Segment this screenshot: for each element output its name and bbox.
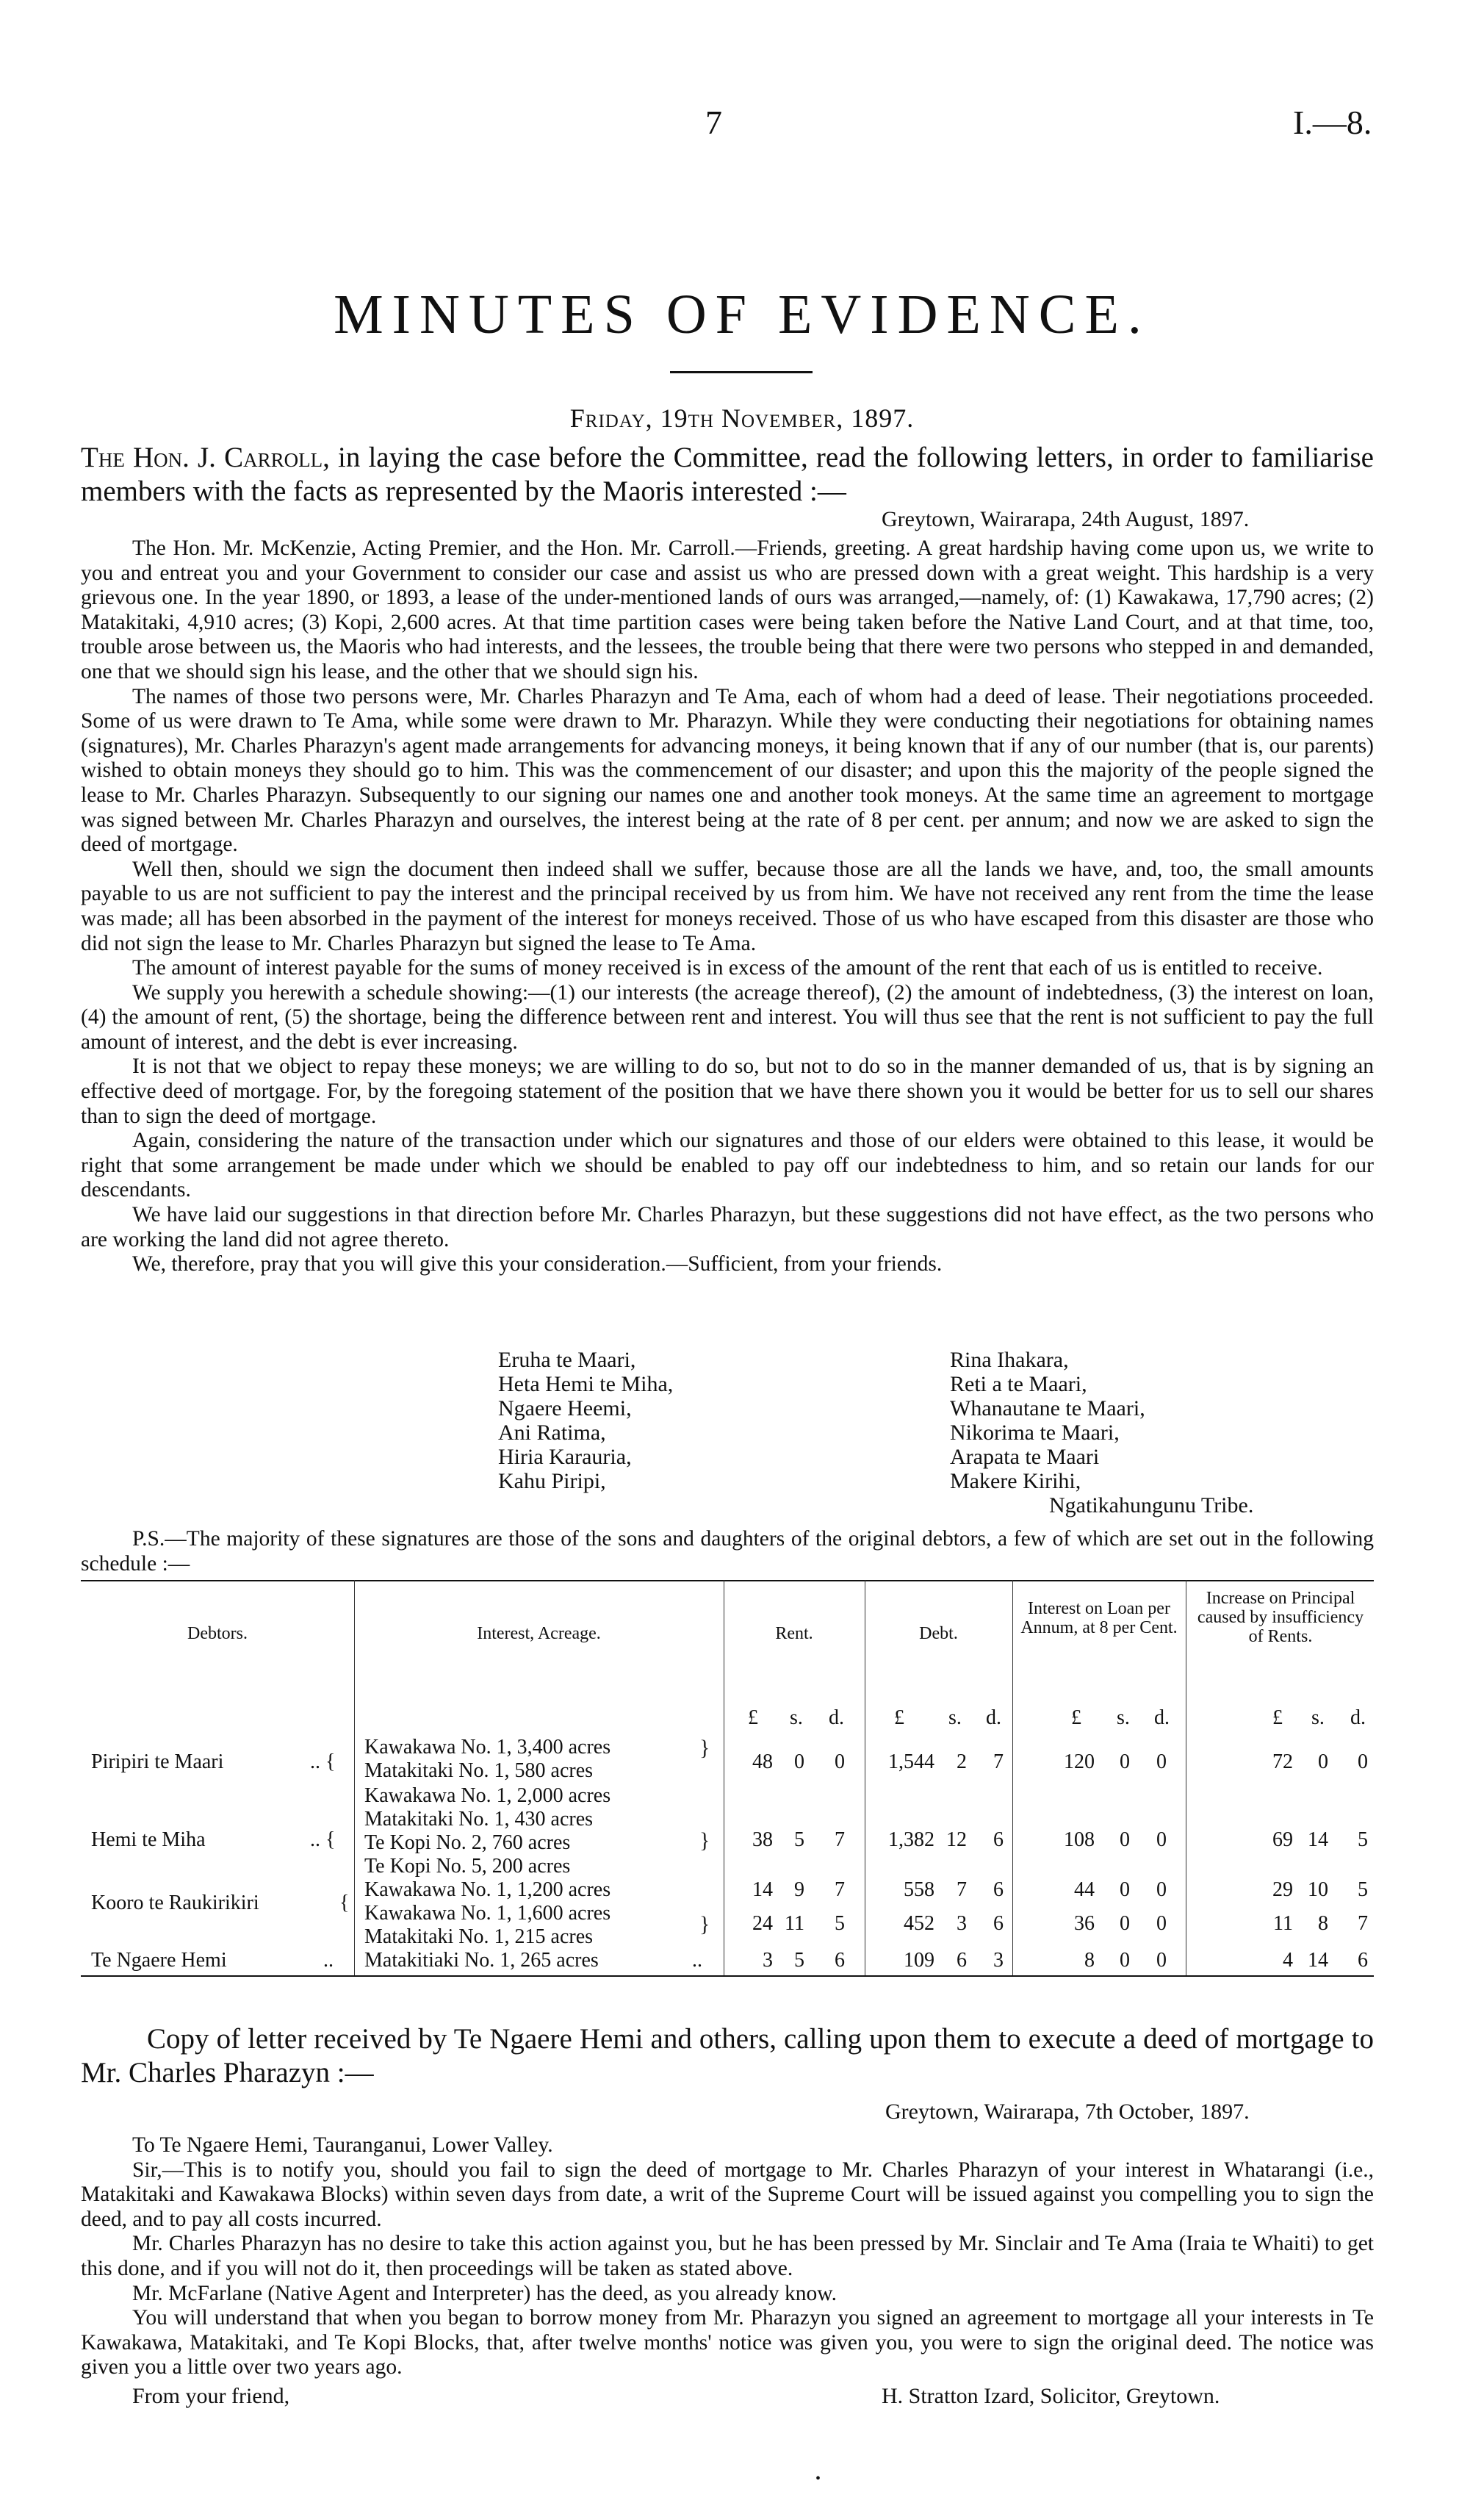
increase-pence: 5 <box>1358 1828 1368 1851</box>
rent-shillings: 5 <box>794 1828 804 1851</box>
intro-text: in laying the case before the Committee, read the following letters, in order to familiarise members with the facts as represented by the Maoris interested :— <box>81 442 1374 507</box>
letter1-body <box>81 536 1374 1277</box>
unit-shillings: s. <box>1311 1706 1325 1729</box>
increase-pounds: 69 <box>1272 1828 1293 1851</box>
signatory: Heta Hemi te Miha, <box>498 1372 674 1396</box>
header-interest-on-loan: Interest on Loan per Annum, at 8 per Cent. <box>1020 1599 1178 1637</box>
rent-shillings: 9 <box>794 1878 804 1901</box>
letter1-paragraph: Well then, should we sign the document then indeed shall we suffer, because those are all the lands we have, and, too, the small amounts payable to us are not sufficient to pay the interest and the principal received by us from him. We have not received any rent from the time the lease was made; all has been absorbed in the payment of the interest for moneys received. Those of us who have escaped from this disaster are those who did not sign the lease to Mr. Charles Pharazyn but signed the lease to Te Ama. <box>81 857 1374 955</box>
letter1-paragraph: We, therefore, pray that you will give this your consideration.—Sufficient, from your friends. <box>132 1252 943 1276</box>
copy-heading: Copy of letter received by Te Ngaere Hemi and others, calling upon them to execute a deed of mortgage to Mr. Charles Pharazyn :— <box>81 2023 1374 2088</box>
debt-pounds: 452 <box>904 1912 934 1935</box>
page-title: MINUTES OF EVIDENCE. <box>334 284 1150 345</box>
signatory: Reti a te Maari, <box>950 1372 1087 1396</box>
interest-pounds: 120 <box>1064 1750 1095 1773</box>
increase-pounds: 11 <box>1273 1912 1293 1935</box>
increase-pence: 7 <box>1358 1912 1368 1935</box>
leader-dots: .. <box>692 1949 702 1972</box>
letter2-body <box>81 2133 1374 2380</box>
debtor-name: Hemi te Miha <box>91 1828 206 1851</box>
rent-shillings: 11 <box>785 1912 804 1935</box>
interest-pence: 0 <box>1156 1912 1167 1935</box>
letter1-place-date: Greytown, Wairarapa, 24th August, 1897. <box>882 507 1250 531</box>
interest-shillings: 0 <box>1120 1878 1130 1901</box>
land-entry: Matakitaki No. 1, 215 acres <box>364 1925 594 1948</box>
page-number: 7 <box>705 104 722 141</box>
unit-pence: d. <box>986 1706 1001 1729</box>
signatory: Ani Ratima, <box>498 1420 606 1445</box>
land-entry: Matakitaki No. 1, 430 acres <box>364 1808 594 1831</box>
page-dot: • <box>815 2471 821 2487</box>
interest-pounds: 8 <box>1084 1949 1095 1972</box>
schedule-table <box>81 1580 1374 1977</box>
rent-pence: 5 <box>835 1912 845 1935</box>
leader-brace: { <box>339 1892 350 1914</box>
increase-shillings: 10 <box>1308 1878 1328 1901</box>
date-heading: Friday, 19th November, 1897. <box>569 403 915 433</box>
title-rule <box>670 371 813 373</box>
debtor-name: Kooro te Raukirikiri <box>91 1892 259 1914</box>
debt-pence: 6 <box>993 1912 1004 1935</box>
interest-shillings: 0 <box>1120 1912 1130 1935</box>
rent-shillings: 5 <box>794 1949 804 1972</box>
letter2-paragraph: Sir,—This is to notify you, should you fail to sign the deed of mortgage to Mr. Charles Pharazyn of your interest in Whatarangi (i.e., Matakitaki and Kawakawa Blocks) within seven days from date, a writ of the Supreme Court will be issued against you compelling you to sign the deed, and to pay all costs incurred. <box>81 2158 1374 2231</box>
land-entry: Kawakawa No. 1, 1,600 acres <box>364 1902 611 1925</box>
signatory: Arapata te Maari <box>950 1445 1100 1469</box>
rent-pounds: 38 <box>752 1828 773 1851</box>
leader-dots: .. { <box>310 1828 336 1851</box>
rent-pence: 7 <box>835 1828 845 1851</box>
header-increase-on-principal: Increase on Principal caused by insufficiency of Rents. <box>1197 1589 1364 1646</box>
signatory: Ngaere Heemi, <box>498 1396 632 1420</box>
unit-pence: d. <box>1350 1706 1366 1729</box>
rent-pence: 6 <box>835 1949 845 1972</box>
land-entry: Matakitaki No. 1, 580 acres <box>364 1759 594 1782</box>
letter2-signature: H. Stratton Izard, Solicitor, Greytown. <box>882 2384 1220 2408</box>
signatory: Nikorima te Maari, <box>950 1420 1120 1445</box>
signatories-left <box>498 1348 673 1493</box>
letter1-paragraph: Again, considering the nature of the transaction under which our signatures and those of our elders were obtained to this lease, it would be right that some arrangement be made under which we should be enabled to pay off our indebtedness to him, and so retain our lands for our descendants. <box>81 1129 1374 1202</box>
increase-pounds: 72 <box>1272 1750 1293 1773</box>
letter1-paragraph: The amount of interest payable for the sums of money received is in excess of the amount of the rent that each of us is entitled to receive. <box>132 956 1323 980</box>
intro-speaker: The Hon. J. Carroll, <box>81 442 330 473</box>
leader-dots: .. <box>323 1949 334 1972</box>
land-entry: Te Kopi No. 2, 760 acres <box>364 1831 571 1854</box>
debt-shillings: 12 <box>946 1828 967 1851</box>
interest-pence: 0 <box>1156 1828 1167 1851</box>
rent-pounds: 24 <box>752 1912 773 1935</box>
increase-shillings: 14 <box>1308 1949 1328 1972</box>
increase-pence: 0 <box>1358 1750 1368 1773</box>
land-entry: Kawakawa No. 1, 1,200 acres <box>364 1878 611 1901</box>
brace-close: } <box>699 1736 710 1760</box>
increase-shillings: 8 <box>1318 1912 1328 1935</box>
header-debt: Debt. <box>919 1624 958 1643</box>
header-interest-acreage: Interest, Acreage. <box>477 1624 601 1643</box>
unit-pounds: £ <box>748 1706 758 1729</box>
debtor-name: Te Ngaere Hemi <box>91 1949 227 1972</box>
unit-pence: d. <box>829 1706 844 1729</box>
debt-shillings: 7 <box>957 1878 967 1901</box>
interest-shillings: 0 <box>1120 1750 1130 1773</box>
letter2-place-date: Greytown, Wairarapa, 7th October, 1897. <box>885 2100 1250 2124</box>
debt-shillings: 2 <box>957 1750 967 1773</box>
header-rent: Rent. <box>775 1624 813 1643</box>
interest-pounds: 36 <box>1074 1912 1095 1935</box>
interest-shillings: 0 <box>1120 1949 1130 1972</box>
interest-pence: 0 <box>1156 1878 1167 1901</box>
rent-shillings: 0 <box>794 1750 804 1773</box>
interest-pence: 0 <box>1156 1949 1167 1972</box>
interest-pounds: 108 <box>1064 1828 1095 1851</box>
debt-pence: 3 <box>993 1949 1004 1972</box>
signatory: Makere Kirihi, <box>950 1469 1081 1493</box>
debt-pounds: 109 <box>904 1949 934 1972</box>
debt-pounds: 1,382 <box>888 1828 934 1851</box>
letter2-paragraph: Mr. McFarlane (Native Agent and Interpreter) has the deed, as you already know. <box>132 2281 837 2305</box>
signatory: Whanautane te Maari, <box>950 1396 1145 1420</box>
increase-pence: 6 <box>1358 1949 1368 1972</box>
land-entry: Matakitiaki No. 1, 265 acres <box>364 1949 599 1972</box>
interest-shillings: 0 <box>1120 1828 1130 1851</box>
leader-dots: .. { <box>310 1750 336 1773</box>
interest-pence: 0 <box>1156 1750 1167 1773</box>
land-entry: Kawakawa No. 1, 2,000 acres <box>364 1784 611 1807</box>
letter2-closing: From your friend, <box>132 2384 290 2408</box>
letter2-paragraph: You will understand that when you began to borrow money from Mr. Pharazyn you signed an agreement to mortgage all your interests in Te Kawakawa, Matakitaki, and Te Kopi Blocks, that, after twelve months' notice was given you, you were to sign the original deed. The notice was given you a little over two years ago. <box>81 2306 1374 2379</box>
document-reference: I.—8. <box>1293 104 1372 141</box>
brace-close: } <box>699 1828 710 1853</box>
signatories-right <box>950 1348 1145 1493</box>
unit-pounds: £ <box>1272 1706 1283 1729</box>
unit-shillings: s. <box>1117 1706 1130 1729</box>
signatory: Hiria Karauria, <box>498 1445 632 1469</box>
table-bottom-rule <box>81 1975 1374 1977</box>
letter1-paragraph: The names of those two persons were, Mr. Charles Pharazyn and Te Ama, each of whom had a deed of lease. Their negotiations proceeded. Some of us were drawn to Te Ama, while some were drawn to Mr. Pharazyn. While they were conducting their negotiations for obtaining names (signatures), Mr. Charles Pharazyn's agent made arrangements for advancing moneys, it being known that if any of our number (that is, our parents) wished to obtain moneys they should go to him. This was the commencement of our disaster; and upon this the majority of the people signed the lease to Mr. Charles Pharazyn. Subsequently to our signing our names one and another took moneys. At the same time an agreement to mortgage was signed between Mr. Charles Pharazyn and ourselves, the interest being at the rate of 8 per cent. per annum; and now we are asked to sign the deed of mortgage. <box>81 684 1374 857</box>
table-top-rule <box>81 1580 1374 1581</box>
brace-close: } <box>699 1912 710 1936</box>
letter1-paragraph: The Hon. Mr. McKenzie, Acting Premier, and the Hon. Mr. Carroll.—Friends, greeting. A great hardship having come upon us, we write to you and entreat you and your Government to consider our case and assist us who are pressed down with a great weight. This hardship is a very grievous one. In the year 1890, or 1893, a lease of the under-mentioned lands of ours was arranged,—namely, of: (1) Kawakawa, 17,790 acres; (2) Matakitaki, 4,910 acres; (3) Kopi, 2,600 acres. At that time partition cases were being taken before the Native Land Court, and at that time, too, trouble arose between us, the Maoris who had interests, and the lessees, the trouble being that there were two persons who stepped in and demanded, one that we should sign his lease, and the other that we should sign his. <box>81 536 1374 683</box>
unit-pounds: £ <box>1071 1706 1081 1729</box>
unit-pounds: £ <box>894 1706 904 1729</box>
debtor-name: Piripiri te Maari <box>91 1750 224 1773</box>
interest-pounds: 44 <box>1074 1878 1095 1901</box>
rent-pence: 0 <box>835 1750 845 1773</box>
increase-shillings: 14 <box>1308 1828 1328 1851</box>
letter1-paragraph: We supply you herewith a schedule showing:—(1) our interests (the acreage thereof), (2) the amount of indebtedness, (3) the interest on loan, (4) the amount of rent, (5) the shortage, being the difference between rent and interest. You will thus see that the rent is not sufficient to pay the full amount of interest, and the debt is ever increasing. <box>81 980 1374 1054</box>
debt-pence: 7 <box>993 1750 1004 1773</box>
debt-pounds: 1,544 <box>888 1750 934 1773</box>
debt-shillings: 6 <box>957 1949 967 1972</box>
signatory: Rina Ihakara, <box>950 1348 1069 1372</box>
signatory: Eruha te Maari, <box>498 1348 636 1372</box>
rent-pounds: 48 <box>752 1750 773 1773</box>
debt-pence: 6 <box>993 1828 1004 1851</box>
letter1-paragraph: It is not that we object to repay these moneys; we are willing to do so, but not to do so in the manner demanded of us, that is by signing an effective deed of mortgage. For, by the foregoing statement of the position that we have there shown you it would be better for us to sell our shares than to sign the deed of mortgage. <box>81 1055 1374 1128</box>
rent-pounds: 3 <box>763 1949 773 1972</box>
intro-paragraph <box>81 441 1374 509</box>
rent-pounds: 14 <box>752 1878 773 1901</box>
unit-pence: d. <box>1154 1706 1170 1729</box>
unit-shillings: s. <box>790 1706 803 1729</box>
tribe-name: Ngatikahungunu Tribe. <box>1049 1493 1254 1517</box>
header-debtors: Debtors. <box>187 1624 248 1643</box>
land-entry: Te Kopi No. 5, 200 acres <box>364 1855 571 1878</box>
column-divider <box>1012 1580 1013 1975</box>
unit-shillings: s. <box>948 1706 962 1729</box>
increase-pounds: 29 <box>1272 1878 1293 1901</box>
letter2-addressee: To Te Ngaere Hemi, Tauranganui, Lower Valley. <box>132 2133 553 2157</box>
letter2-paragraph: Mr. Charles Pharazyn has no desire to take this action against you, but he has been pressed by Mr. Sinclair and Te Ama (Iraia te Whaiti) to get this done, and if you will not do it, then proceedings will be taken as stated above. <box>81 2232 1374 2280</box>
increase-pounds: 4 <box>1283 1949 1293 1972</box>
debt-pence: 6 <box>993 1878 1004 1901</box>
debt-pounds: 558 <box>904 1878 934 1901</box>
rent-pence: 7 <box>835 1878 845 1901</box>
signatory: Kahu Piripi, <box>498 1469 606 1493</box>
postscript: P.S.—The majority of these signatures are those of the sons and daughters of the original debtors, a few of which are set out in the following schedule :— <box>81 1527 1374 1576</box>
land-entry: Kawakawa No. 1, 3,400 acres <box>364 1736 611 1759</box>
increase-pence: 5 <box>1358 1878 1368 1901</box>
letter1-paragraph: We have laid our suggestions in that direction before Mr. Charles Pharazyn, but these suggestions did not have effect, as the two persons who are working the land did not agree thereto. <box>81 1203 1374 1251</box>
increase-shillings: 0 <box>1318 1750 1328 1773</box>
debt-shillings: 3 <box>957 1912 967 1935</box>
